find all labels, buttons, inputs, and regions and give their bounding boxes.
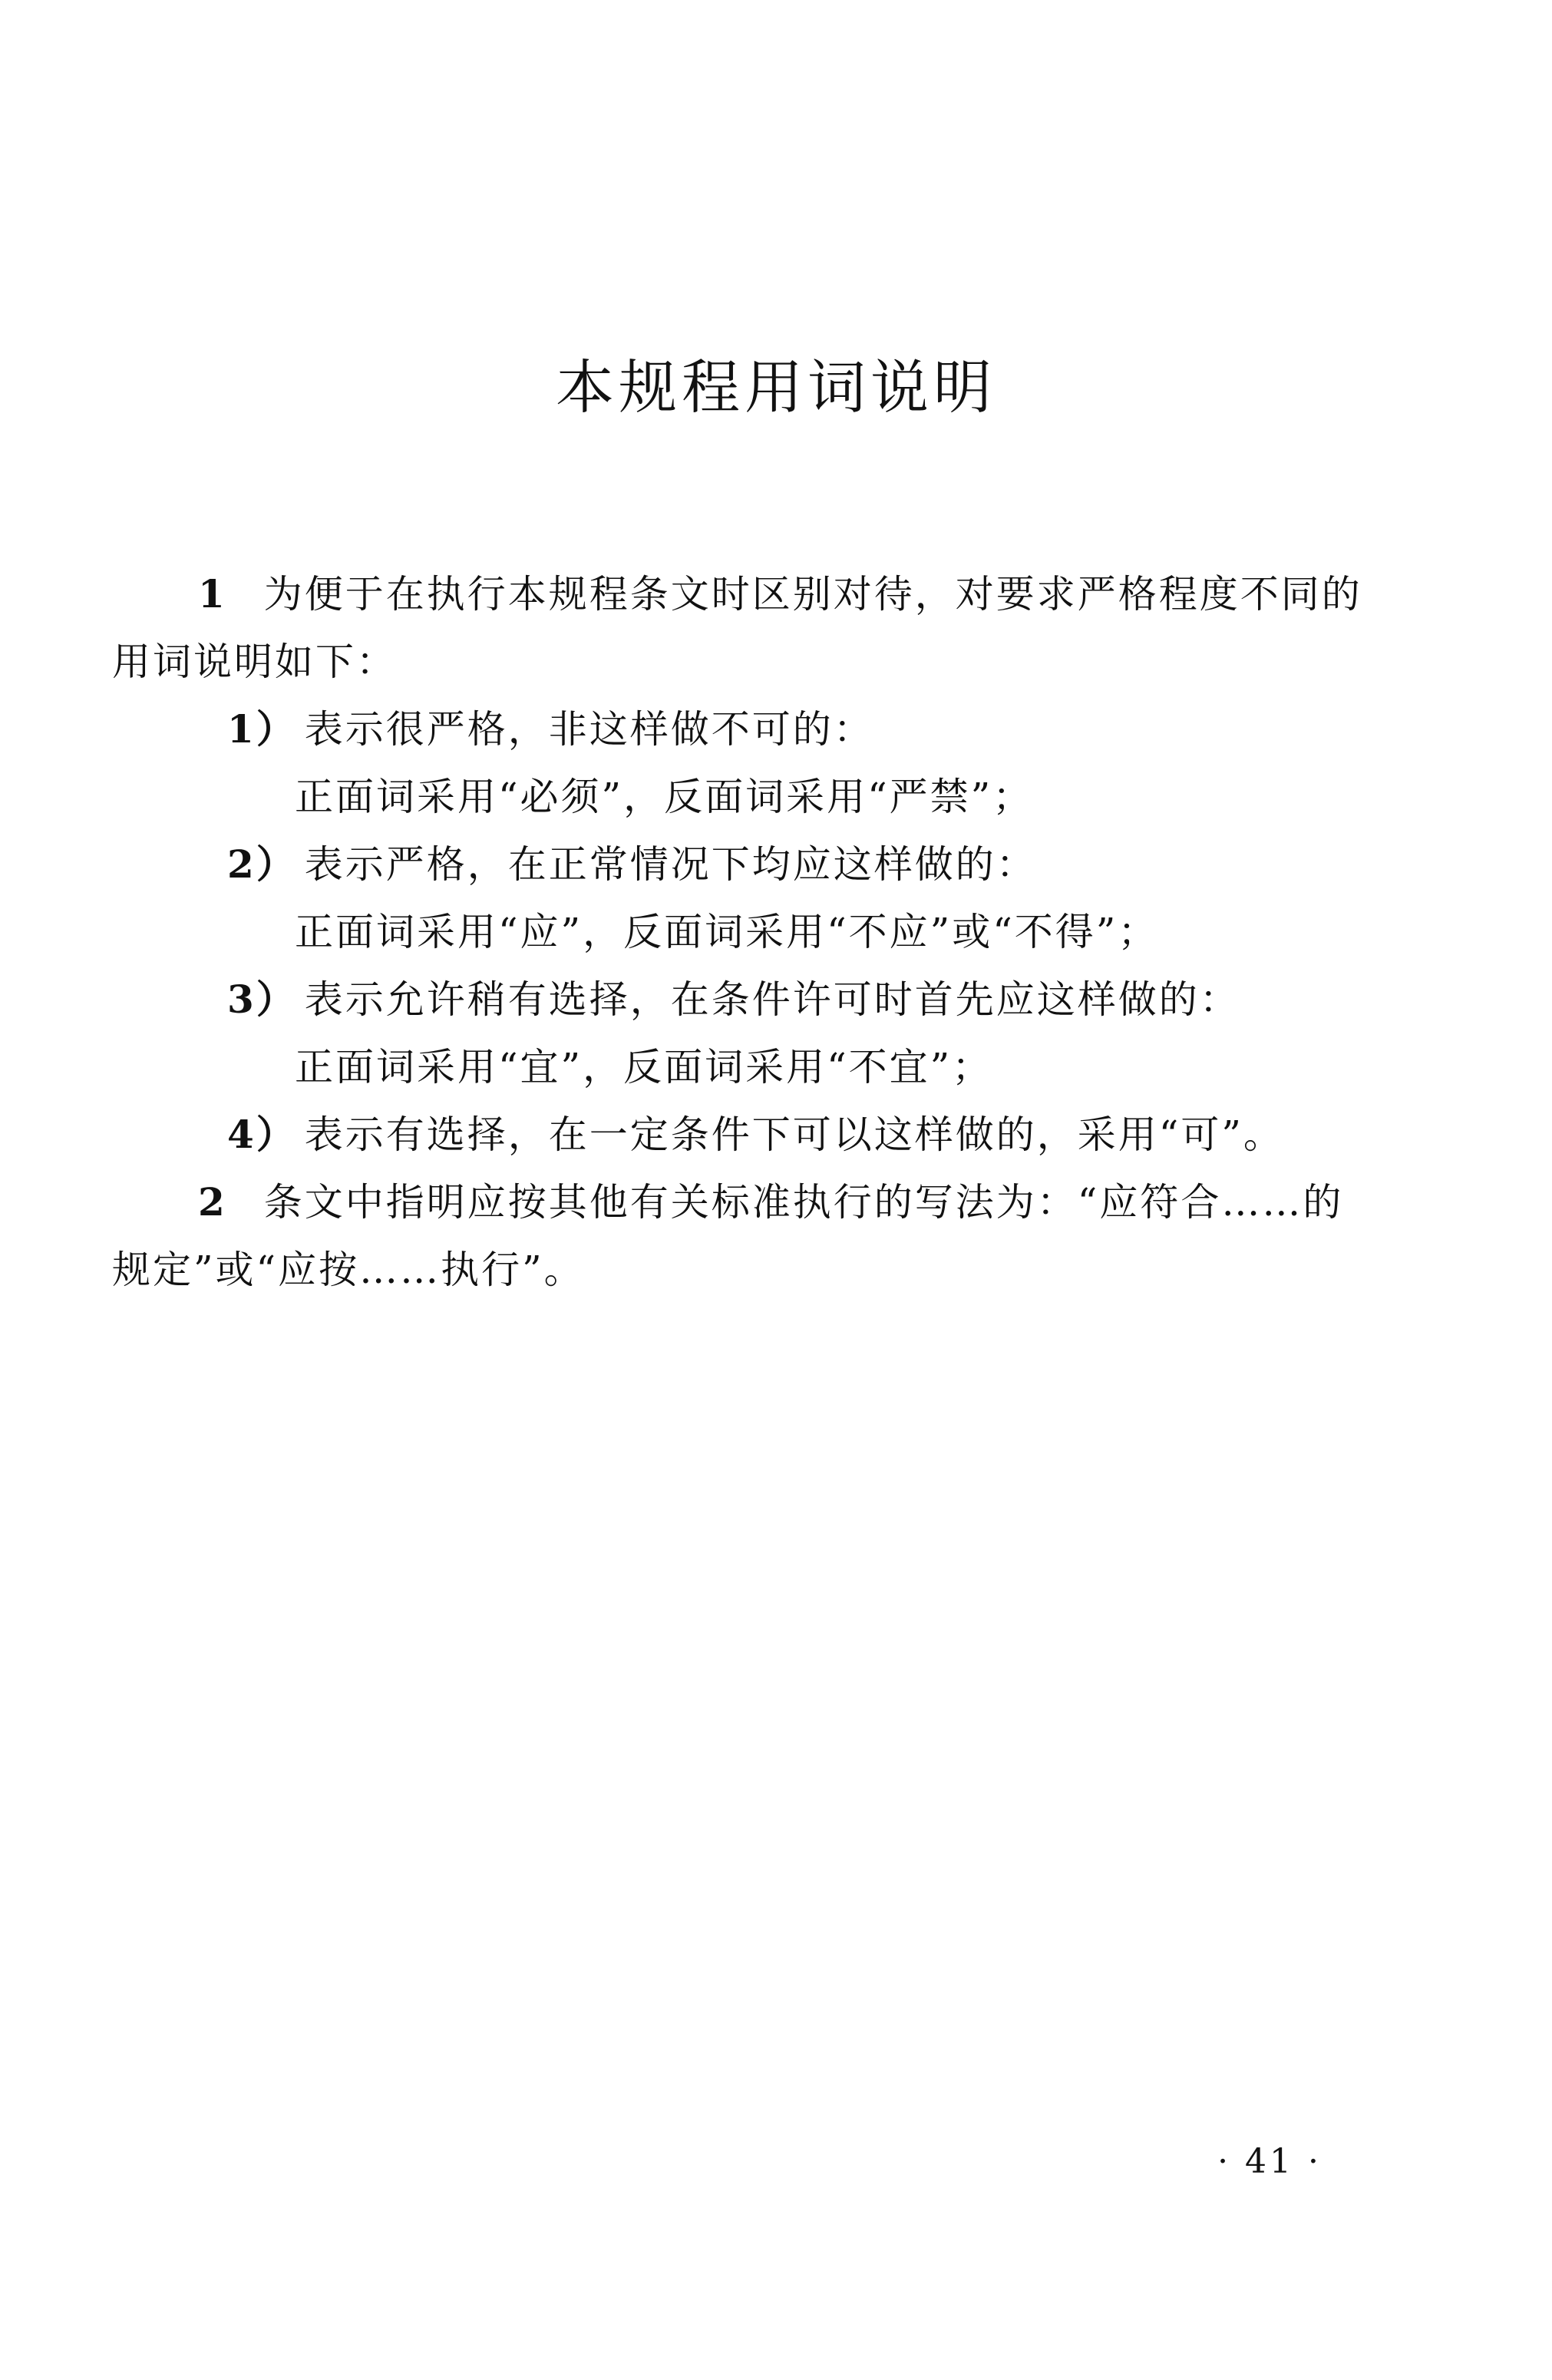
list-item-3-number: 3） [227, 977, 297, 1022]
list-item-2-detail: 正面词采用“应”，反面词采用“不应”或“不得”； [295, 910, 1159, 954]
page-title: 本规程用词说明 [556, 353, 996, 421]
list-item-3-text: 表示允许稍有选择，在条件许可时首先应这样做的： [304, 977, 1240, 1022]
list-item-1-detail: 正面词采用“必须”，反面词采用“严禁”； [295, 775, 1034, 819]
paragraph-1-text: 为便于在执行本规程条文时区别对待，对要求严格程度不同的用词说明如下： [112, 572, 1362, 684]
list-item-2-text: 表示严格，在正常情况下均应这样做的： [304, 842, 1037, 887]
paragraph-2 [112, 1169, 1379, 1304]
list-item-4-text: 表示有选择，在一定条件下可以这样做的，采用“可”。 [304, 1112, 1284, 1157]
list-item-1-text: 表示很严格，非这样做不可的： [304, 707, 874, 752]
paragraph-2-number: 2 [198, 1179, 227, 1225]
paragraph-2-text: 条文中指明应按其他有关标准执行的写法为：“应符合……的规定”或“应按……执行”。 [112, 1180, 1344, 1292]
list-item-4-number: 4） [227, 1112, 297, 1157]
paragraph-1 [112, 560, 1379, 696]
page-number: · 41 · [1217, 2142, 1322, 2181]
list-item-2-number: 2） [227, 841, 297, 887]
list-item-4 [112, 1101, 1379, 1169]
list-item-3-detail: 正面词采用“宜”，反面词采用“不宜”； [295, 1045, 993, 1089]
paragraph-1-number: 1 [198, 571, 227, 616]
document-body [112, 560, 1379, 1304]
list-item-3 [112, 966, 1379, 1033]
list-item-1-number: 1） [227, 706, 297, 752]
list-item-1 [112, 696, 1379, 763]
list-item-2 [112, 831, 1379, 898]
